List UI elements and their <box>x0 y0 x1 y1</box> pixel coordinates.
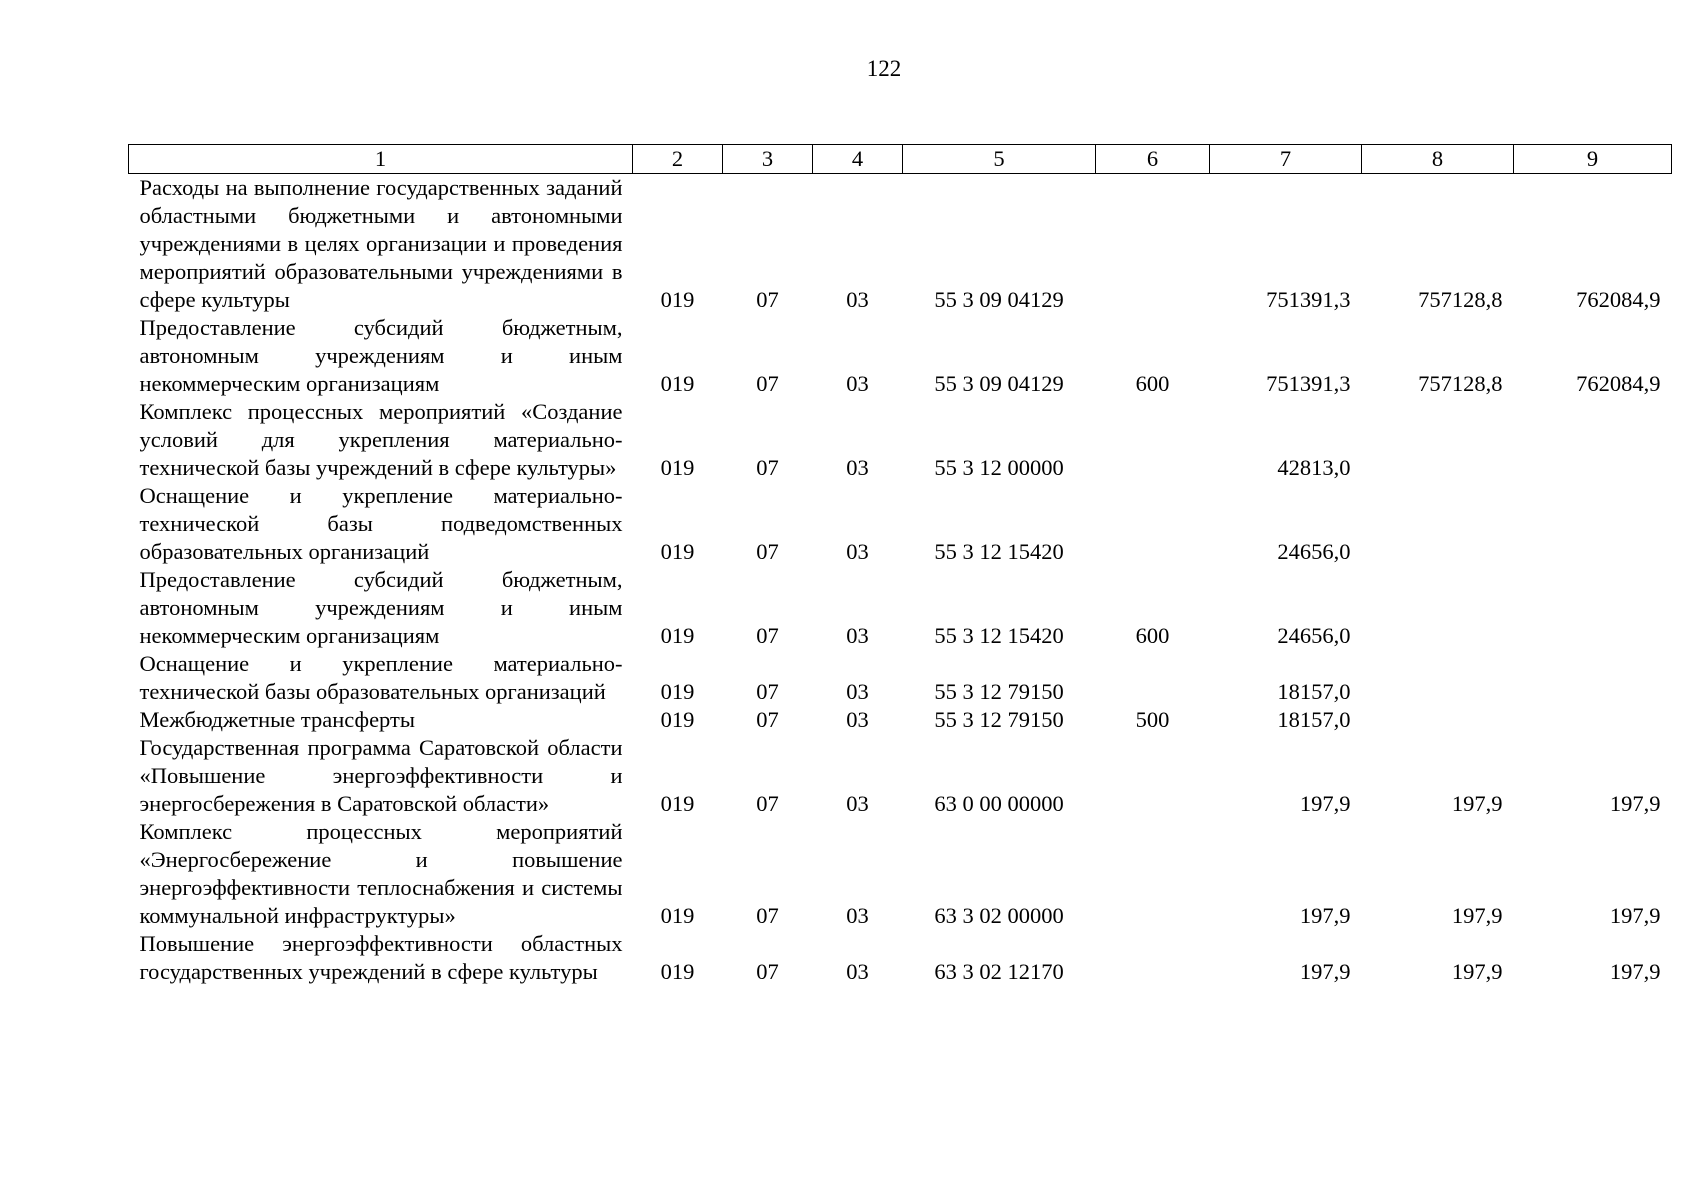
ministry-code: 019 <box>660 679 695 704</box>
row-name: Оснащение и укрепление материально-технической базы подведомственных образовательных организаций <box>139 483 623 564</box>
table-row <box>129 818 1672 930</box>
amount-col7: 18157,0 <box>1277 679 1351 704</box>
table-row <box>129 930 1672 986</box>
row-name: Повышение энергоэффективности областных государственных учреждений в сфере культуры <box>139 931 623 984</box>
section-code: 07 <box>756 623 779 648</box>
table-row <box>129 314 1672 398</box>
amount-col8 <box>1362 706 1514 734</box>
amount-col7: 197,9 <box>1299 791 1351 816</box>
row-name: Предоставление субсидий бюджетным, автономным учреждениям и иным некоммерческим организациям <box>139 567 623 648</box>
amount-col7: 751391,3 <box>1266 287 1351 312</box>
target-article-code: 63 3 02 12170 <box>934 959 1064 984</box>
target-article-code: 55 3 12 79150 <box>934 679 1064 704</box>
amount-col7: 751391,3 <box>1266 371 1351 396</box>
section-code: 07 <box>756 791 779 816</box>
section-code: 07 <box>756 455 779 480</box>
column-header-5: 5 <box>903 145 1096 174</box>
table-row <box>129 482 1672 566</box>
row-name: Межбюджетные трансферты <box>139 707 415 732</box>
subsection-code: 03 <box>846 287 869 312</box>
amount-col8: 197,9 <box>1451 903 1503 928</box>
amount-col8: 197,9 <box>1451 959 1503 984</box>
expense-type-code: 600 <box>1135 371 1170 396</box>
amount-col9 <box>1514 706 1672 734</box>
table-row <box>129 566 1672 650</box>
subsection-code: 03 <box>846 679 869 704</box>
table-row <box>129 706 1672 734</box>
subsection-code: 03 <box>846 903 869 928</box>
target-article-code: 55 3 09 04129 <box>934 287 1064 312</box>
section-code: 07 <box>756 679 779 704</box>
section-code: 07 <box>756 959 779 984</box>
column-header-3: 3 <box>723 145 813 174</box>
ministry-code: 019 <box>660 903 695 928</box>
column-header-6: 6 <box>1096 145 1210 174</box>
target-article-code: 63 3 02 00000 <box>934 903 1064 928</box>
expense-type-code: 500 <box>1135 707 1170 732</box>
expense-type-code <box>1096 174 1210 315</box>
column-number-header <box>129 145 1672 174</box>
table-row <box>129 398 1672 482</box>
row-name: Государственная программа Саратовской области «Повышение энергоэффективности и энергосбережения в Саратовской области» <box>139 735 623 816</box>
ministry-code: 019 <box>660 707 695 732</box>
expense-type-code <box>1096 398 1210 482</box>
amount-col7: 197,9 <box>1299 903 1351 928</box>
column-header-2: 2 <box>633 145 723 174</box>
ministry-code: 019 <box>660 371 695 396</box>
column-header-9: 9 <box>1514 145 1672 174</box>
column-header-1: 1 <box>129 145 633 174</box>
section-code: 07 <box>756 903 779 928</box>
ministry-code: 019 <box>660 539 695 564</box>
amount-col7: 197,9 <box>1299 959 1351 984</box>
target-article-code: 55 3 12 79150 <box>934 707 1064 732</box>
amount-col7: 24656,0 <box>1277 539 1351 564</box>
amount-col7: 18157,0 <box>1277 707 1351 732</box>
amount-col9 <box>1514 650 1672 706</box>
amount-col8 <box>1362 566 1514 650</box>
ministry-code: 019 <box>660 791 695 816</box>
ministry-code: 019 <box>660 959 695 984</box>
row-name: Комплекс процессных мероприятий «Энергосбережение и повышение энергоэффективности теплоснабжения и системы коммунальной инфраструктуры» <box>139 819 623 928</box>
table-row <box>129 174 1672 315</box>
amount-col9: 762084,9 <box>1576 287 1661 312</box>
target-article-code: 55 3 09 04129 <box>934 371 1064 396</box>
row-name: Оснащение и укрепление материально-технической базы образовательных организаций <box>139 651 623 704</box>
expense-type-code <box>1096 482 1210 566</box>
column-header-7: 7 <box>1210 145 1362 174</box>
row-name: Расходы на выполнение государственных заданий областными бюджетными и автономными учреждениями в целях организации и проведения мероприятий образовательными учреждениями в сфере культуры <box>139 175 623 312</box>
section-code: 07 <box>756 371 779 396</box>
section-code: 07 <box>756 287 779 312</box>
target-article-code: 55 3 12 00000 <box>934 455 1064 480</box>
amount-col9: 762084,9 <box>1576 371 1661 396</box>
expense-type-code <box>1096 734 1210 818</box>
subsection-code: 03 <box>846 539 869 564</box>
amount-col8 <box>1362 650 1514 706</box>
amount-col9: 197,9 <box>1609 903 1661 928</box>
section-code: 07 <box>756 539 779 564</box>
subsection-code: 03 <box>846 707 869 732</box>
subsection-code: 03 <box>846 791 869 816</box>
amount-col8: 757128,8 <box>1418 371 1503 396</box>
amount-col8 <box>1362 398 1514 482</box>
expense-type-code: 600 <box>1135 623 1170 648</box>
target-article-code: 63 0 00 00000 <box>934 791 1064 816</box>
amount-col8 <box>1362 482 1514 566</box>
amount-col7: 42813,0 <box>1277 455 1351 480</box>
amount-col9 <box>1514 398 1672 482</box>
budget-table <box>128 144 1672 986</box>
subsection-code: 03 <box>846 371 869 396</box>
amount-col9: 197,9 <box>1609 791 1661 816</box>
target-article-code: 55 3 12 15420 <box>934 539 1064 564</box>
row-name: Комплекс процессных мероприятий «Создание условий для укрепления материально-технической базы учреждений в сфере культуры» <box>139 399 623 480</box>
amount-col8: 197,9 <box>1451 791 1503 816</box>
target-article-code: 55 3 12 15420 <box>934 623 1064 648</box>
subsection-code: 03 <box>846 959 869 984</box>
amount-col9 <box>1514 566 1672 650</box>
column-header-4: 4 <box>813 145 903 174</box>
expense-type-code <box>1096 650 1210 706</box>
ministry-code: 019 <box>660 623 695 648</box>
amount-col9: 197,9 <box>1609 959 1661 984</box>
ministry-code: 019 <box>660 287 695 312</box>
expense-type-code <box>1096 930 1210 986</box>
row-name: Предоставление субсидий бюджетным, автономным учреждениям и иным некоммерческим организациям <box>139 315 623 396</box>
ministry-code: 019 <box>660 455 695 480</box>
expense-type-code <box>1096 818 1210 930</box>
subsection-code: 03 <box>846 623 869 648</box>
table-row <box>129 734 1672 818</box>
amount-col8: 757128,8 <box>1418 287 1503 312</box>
amount-col7: 24656,0 <box>1277 623 1351 648</box>
column-header-8: 8 <box>1362 145 1514 174</box>
subsection-code: 03 <box>846 455 869 480</box>
page-number: 122 <box>866 56 902 81</box>
table-row <box>129 650 1672 706</box>
amount-col9 <box>1514 482 1672 566</box>
section-code: 07 <box>756 707 779 732</box>
